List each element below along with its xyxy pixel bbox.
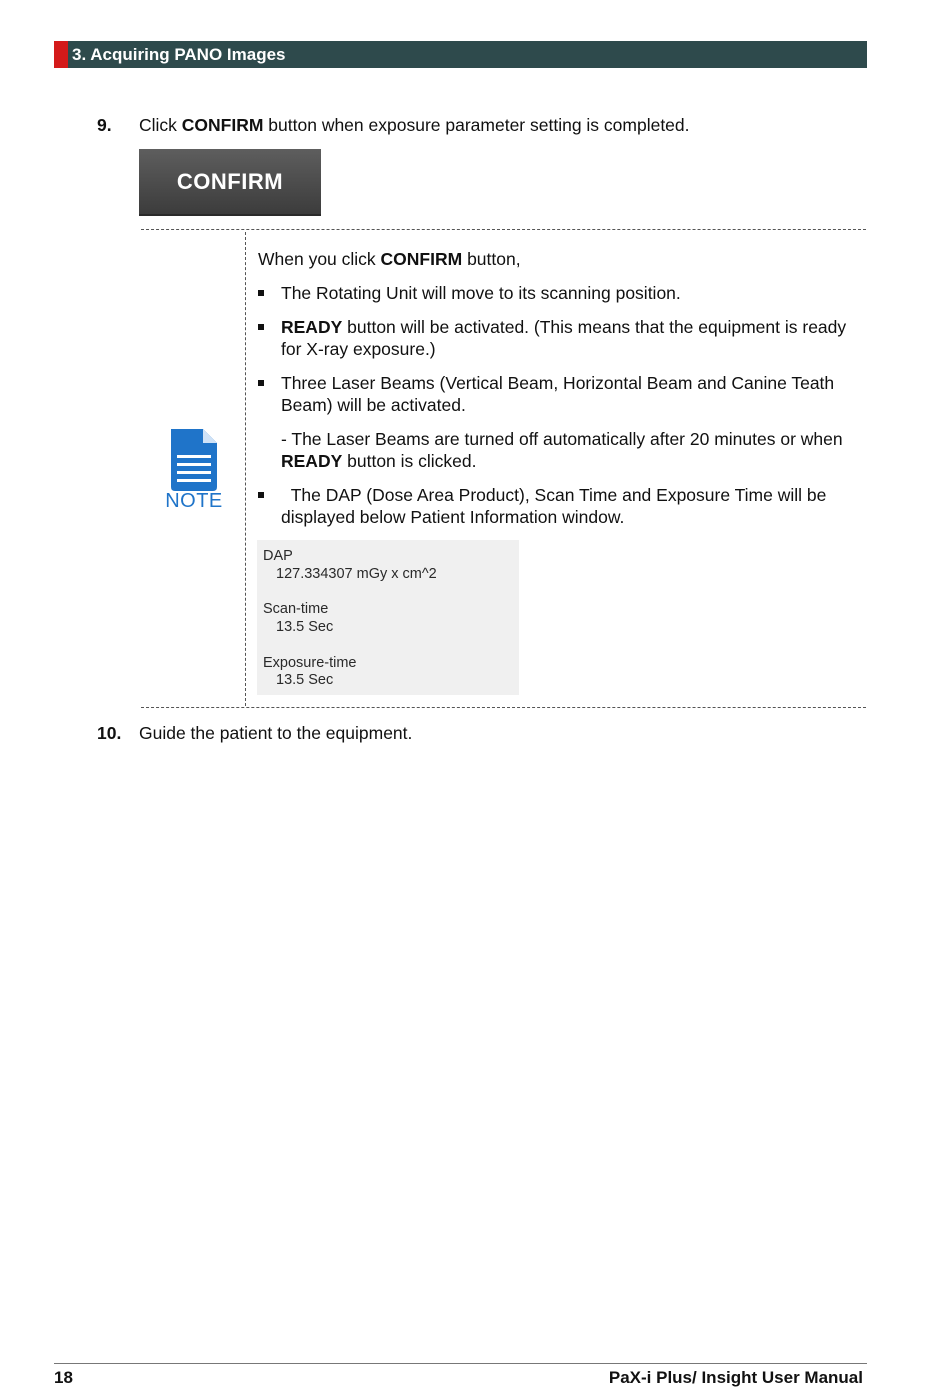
- note-bullet: [258, 372, 858, 416]
- step-9: [97, 115, 690, 136]
- note-vertical-divider: [245, 232, 246, 706]
- section-header: [54, 41, 867, 68]
- step-text-bold: CONFIRM: [181, 115, 264, 135]
- bullet-icon: [258, 324, 264, 330]
- dap-info-panel: [257, 540, 519, 695]
- note-top-divider: [141, 229, 866, 230]
- bullet-text-bold: READY: [281, 317, 343, 337]
- note-bottom-divider: [141, 707, 866, 708]
- header-accent: [54, 41, 68, 68]
- exposure-time-value: 13.5 Sec: [276, 672, 334, 688]
- note-label: NOTE: [165, 490, 223, 512]
- dap-value: 127.334307 mGy x cm^2: [276, 566, 437, 582]
- bullet-icon: [258, 492, 264, 498]
- step-number: 10.: [97, 723, 122, 743]
- bullet-text: button will be activated. (This means that the equipment is ready for X-ray exposure.): [281, 317, 847, 359]
- note-intro: [258, 248, 858, 270]
- note-bullet: [258, 316, 858, 360]
- note-intro-part: button,: [462, 249, 521, 269]
- note-body: [258, 248, 858, 540]
- scan-time-label: Scan-time: [263, 601, 329, 617]
- confirm-button[interactable]: CONFIRM: [139, 149, 321, 216]
- step-text-part: Click: [139, 115, 182, 135]
- step-10: [97, 723, 412, 744]
- bullet-icon: [258, 290, 264, 296]
- page-number: 18: [54, 1368, 73, 1387]
- exposure-time-label: Exposure-time: [263, 655, 357, 671]
- step-text: Guide the patient to the equipment.: [139, 723, 413, 743]
- step-text-part: button when exposure parameter setting is completed.: [263, 115, 690, 135]
- sub-note-text: button is clicked.: [342, 451, 477, 471]
- note-bullet: [258, 484, 858, 528]
- bullet-icon: [258, 380, 264, 386]
- bullet-text: The Rotating Unit will move to its scanning position.: [281, 283, 681, 303]
- sub-note-bold: READY: [281, 451, 343, 471]
- note-intro-bold: CONFIRM: [380, 249, 463, 269]
- dap-label: DAP: [263, 548, 293, 564]
- footer-divider: [54, 1363, 867, 1364]
- sub-note-text: - The Laser Beams are turned off automatically after 20 minutes or when: [281, 429, 843, 449]
- scan-time-value: 13.5 Sec: [276, 619, 334, 635]
- bullet-text: The DAP (Dose Area Product), Scan Time and Exposure Time will be displayed below Patient Information window.: [281, 485, 832, 527]
- note-sub-item: [258, 428, 858, 472]
- note-bullet: [258, 282, 858, 304]
- note-intro-part: When you click: [258, 249, 381, 269]
- bullet-text: Three Laser Beams (Vertical Beam, Horizontal Beam and Canine Teath Beam) will be activated.: [281, 373, 835, 415]
- step-text: [139, 115, 690, 136]
- manual-title: PaX-i Plus/ Insight User Manual: [608, 1368, 863, 1387]
- step-number: 9.: [97, 115, 112, 135]
- section-title: 3. Acquiring PANO Images: [72, 44, 286, 64]
